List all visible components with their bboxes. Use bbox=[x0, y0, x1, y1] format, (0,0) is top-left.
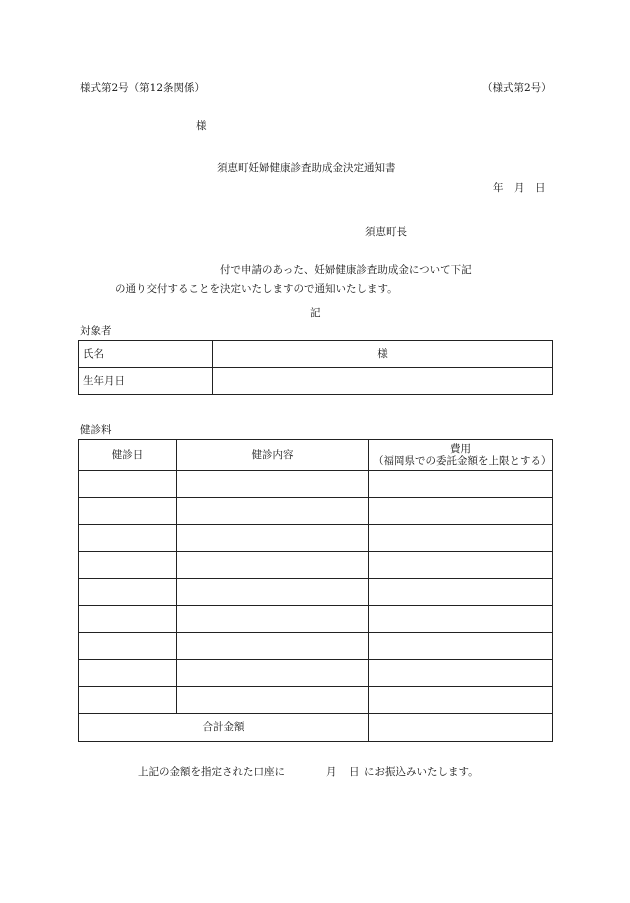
subject-section-label: 対象者 bbox=[80, 325, 112, 337]
form-number-left: 様式第2号（第12条関係） bbox=[80, 82, 206, 94]
table-row bbox=[79, 552, 553, 579]
table-row bbox=[79, 525, 553, 552]
cost-cell bbox=[369, 687, 553, 714]
cost-cell bbox=[369, 525, 553, 552]
table-row bbox=[79, 660, 553, 687]
body-text-line-1: 付で申請のあった、妊婦健康診査助成金について下記 bbox=[220, 264, 472, 276]
exam-content-cell bbox=[177, 498, 369, 525]
footer-text-part2: にお振込みいたします。 bbox=[364, 766, 479, 778]
header-cost-line2: （福岡県での委託金額を上限とする） bbox=[373, 455, 552, 467]
cost-cell bbox=[369, 633, 553, 660]
exam-section-label: 健診料 bbox=[80, 424, 112, 436]
footer-day: 日 bbox=[349, 766, 360, 778]
birthdate-value-cell bbox=[213, 368, 553, 395]
ki-heading: 記 bbox=[310, 307, 321, 319]
total-value-cell bbox=[369, 714, 553, 742]
header-exam-date: 健診日 bbox=[79, 440, 177, 471]
exam-content-cell bbox=[177, 687, 369, 714]
name-label: 氏名 bbox=[79, 341, 213, 368]
subject-table bbox=[78, 340, 553, 395]
exam-date-cell bbox=[79, 579, 177, 606]
exam-date-cell bbox=[79, 498, 177, 525]
footer-month: 月 bbox=[326, 766, 337, 778]
form-number-right: （様式第2号） bbox=[482, 82, 552, 94]
exam-content-cell bbox=[177, 606, 369, 633]
issuer: 須恵町長 bbox=[365, 226, 407, 238]
exam-date-cell bbox=[79, 552, 177, 579]
subject-row-birthdate bbox=[79, 368, 553, 395]
table-row bbox=[79, 471, 553, 498]
exam-content-cell bbox=[177, 552, 369, 579]
body-text-line-2: の通り交付することを決定いたしますので通知いたします。 bbox=[115, 283, 398, 295]
exam-content-cell bbox=[177, 660, 369, 687]
cost-cell bbox=[369, 606, 553, 633]
exam-date-cell bbox=[79, 606, 177, 633]
exam-table bbox=[78, 439, 553, 742]
total-row bbox=[79, 714, 553, 742]
exam-date-cell bbox=[79, 525, 177, 552]
exam-date-cell bbox=[79, 633, 177, 660]
exam-content-cell bbox=[177, 525, 369, 552]
document-title: 須恵町妊婦健康診査助成金決定通知書 bbox=[217, 162, 396, 174]
header-exam-content: 健診内容 bbox=[177, 440, 369, 471]
date-line: 年 月 日 bbox=[493, 182, 546, 194]
cost-cell bbox=[369, 660, 553, 687]
cost-cell bbox=[369, 552, 553, 579]
name-value-cell: 様 bbox=[213, 341, 553, 368]
table-row bbox=[79, 687, 553, 714]
table-row bbox=[79, 579, 553, 606]
cost-cell bbox=[369, 498, 553, 525]
addressee-suffix: 様 bbox=[196, 120, 207, 132]
exam-date-cell bbox=[79, 471, 177, 498]
exam-table-header bbox=[79, 440, 553, 471]
exam-content-cell bbox=[177, 579, 369, 606]
total-label: 合計金額 bbox=[79, 714, 369, 742]
cost-cell bbox=[369, 579, 553, 606]
exam-content-cell bbox=[177, 633, 369, 660]
header-cost-line1: 費用 bbox=[450, 442, 471, 455]
subject-row-name bbox=[79, 341, 553, 368]
exam-date-cell bbox=[79, 660, 177, 687]
exam-date-cell bbox=[79, 687, 177, 714]
header-cost bbox=[369, 440, 553, 471]
exam-content-cell bbox=[177, 471, 369, 498]
table-row bbox=[79, 606, 553, 633]
birthdate-label: 生年月日 bbox=[79, 368, 213, 395]
footer-text-part1: 上記の金額を指定された口座に bbox=[138, 766, 285, 778]
table-row bbox=[79, 498, 553, 525]
table-row bbox=[79, 633, 553, 660]
cost-cell bbox=[369, 471, 553, 498]
